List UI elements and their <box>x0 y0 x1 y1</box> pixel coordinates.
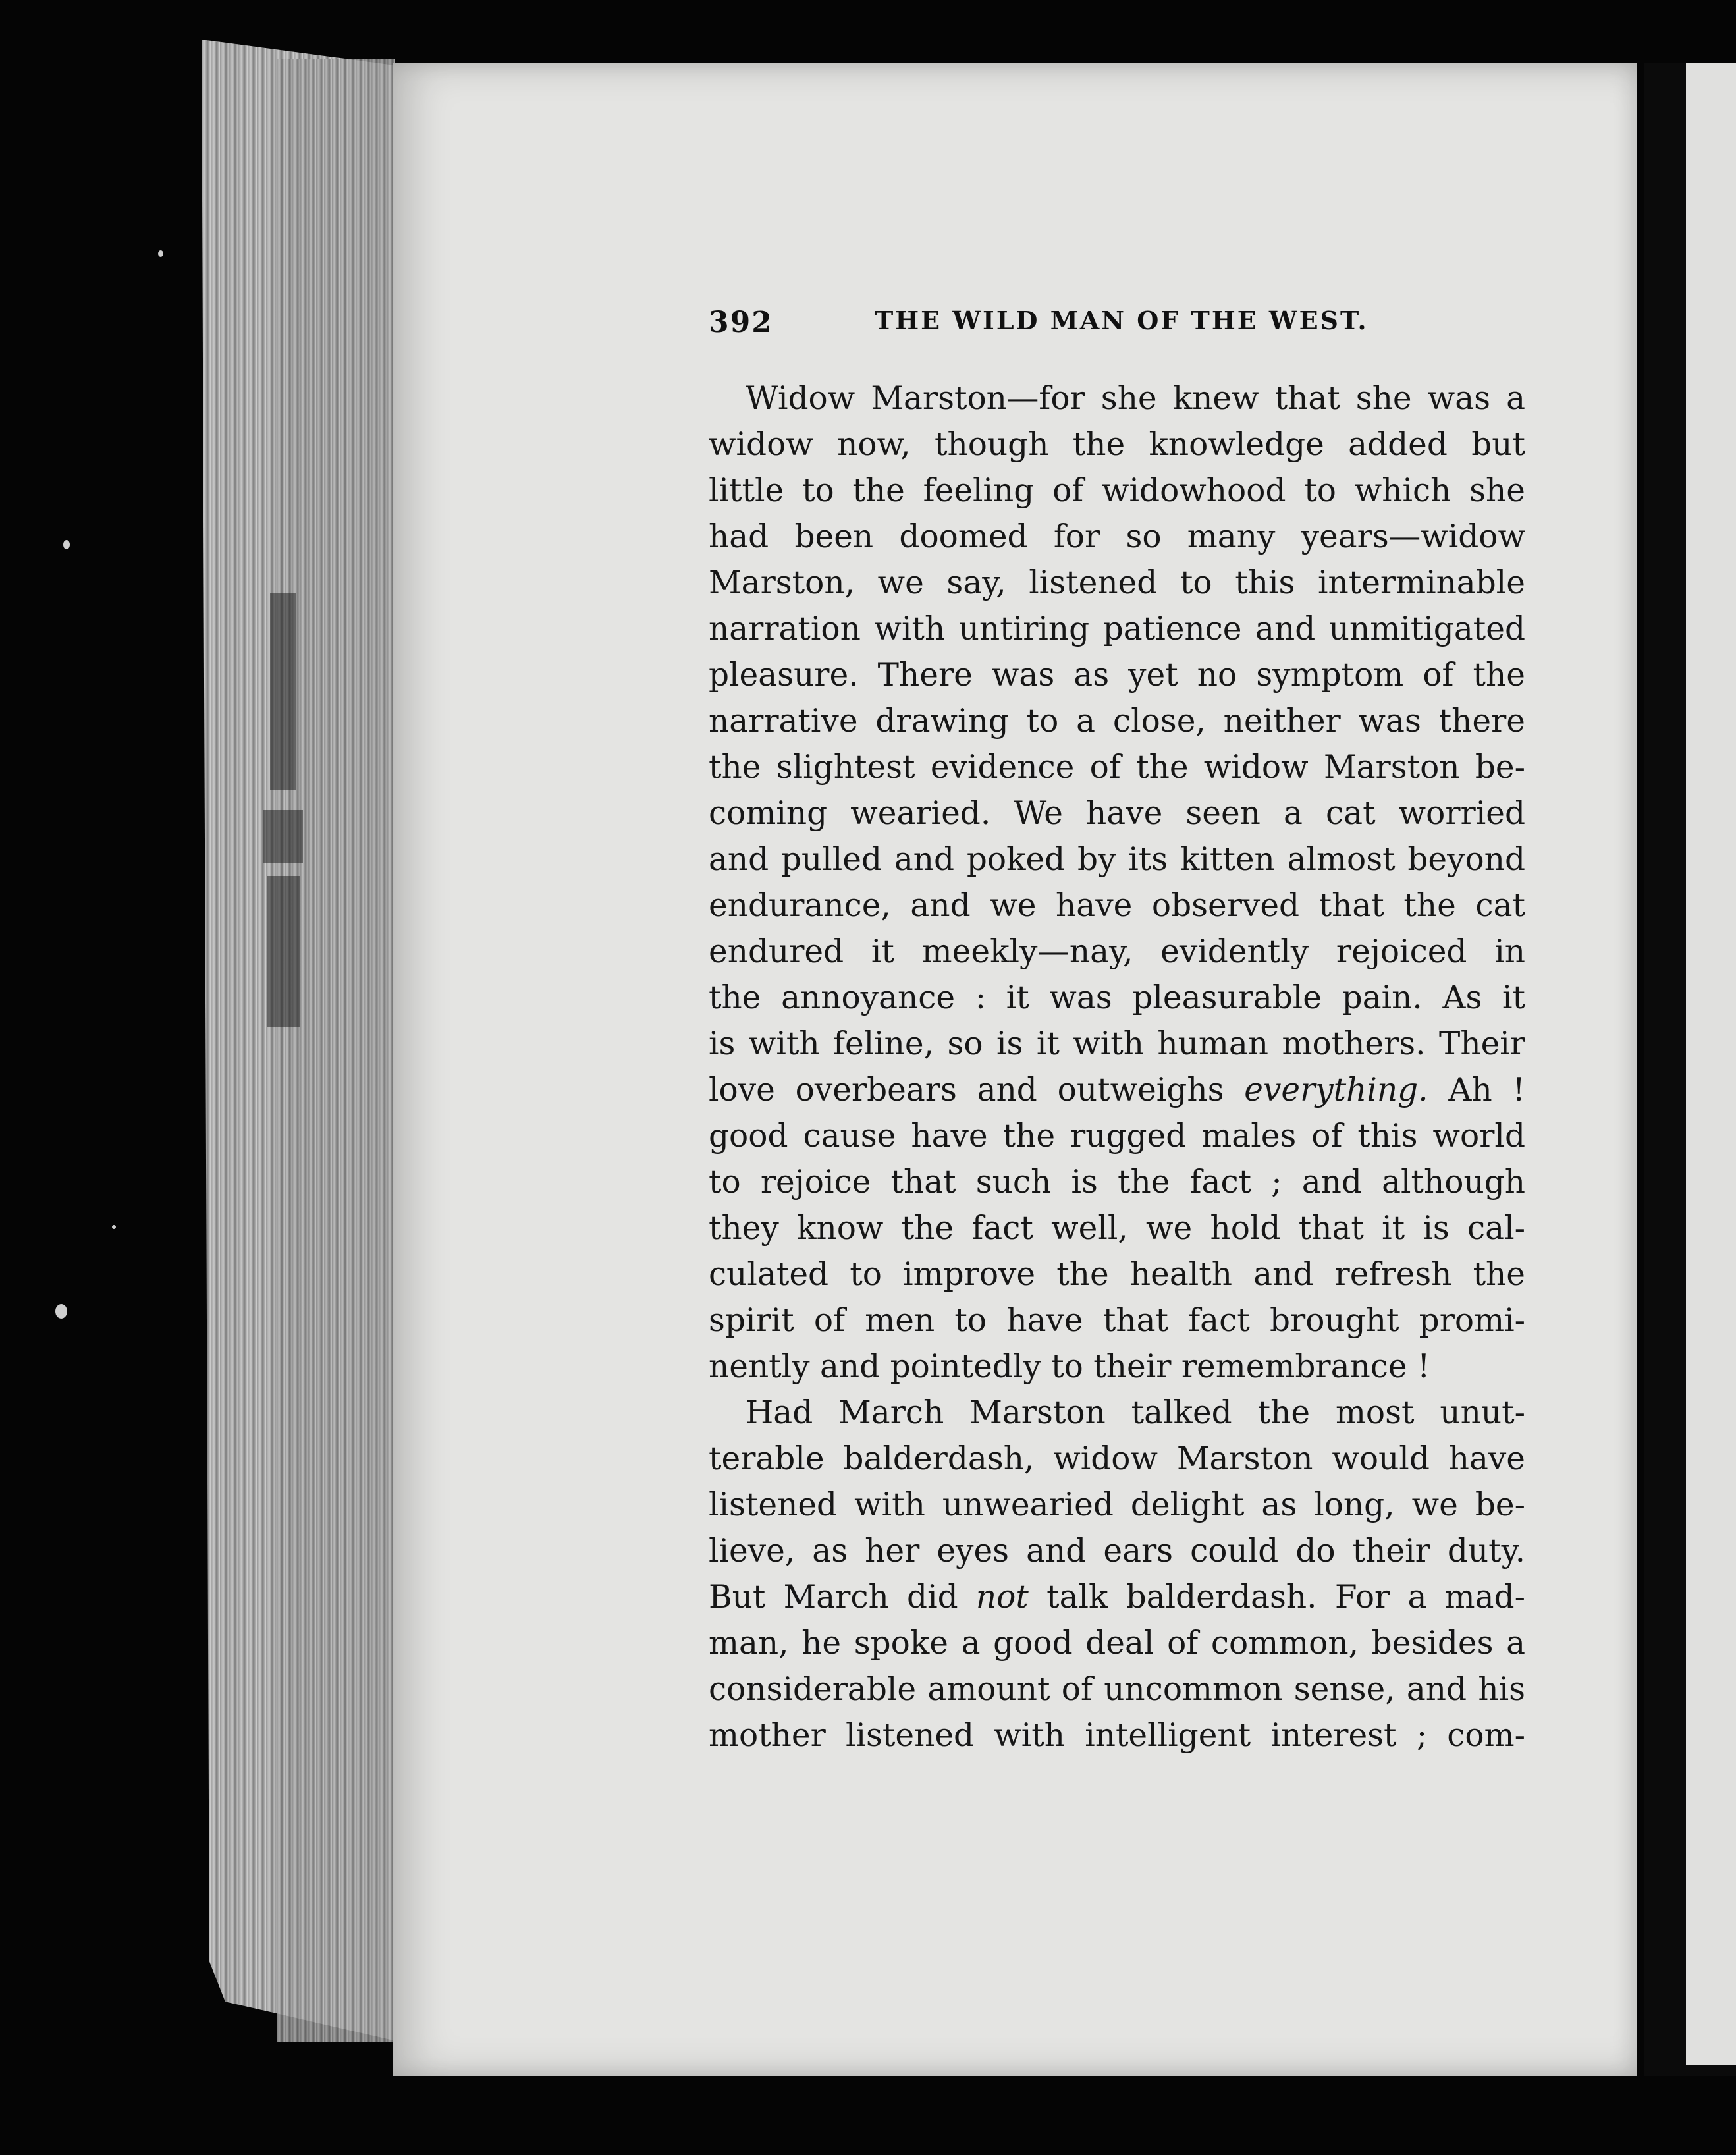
dust-speck <box>158 250 163 257</box>
text-line: coming wearied. We have seen a cat worried <box>709 795 1525 832</box>
facing-page-edge <box>1686 63 1736 2065</box>
text-line: lieve, as her eyes and ears could do their duty. <box>709 1533 1525 1569</box>
text-line: little to the feeling of widowhood to which she <box>709 472 1525 509</box>
body-text <box>709 375 1525 1759</box>
text-line: Marston, we say, listened to this interminable <box>709 564 1525 601</box>
text-line: culated to improve the health and refresh the <box>709 1256 1525 1293</box>
text-line: nently and pointedly to their remembrance ! <box>709 1348 1430 1385</box>
book-page-edges <box>277 59 395 2042</box>
text-line: good cause have the rugged males of this world <box>709 1118 1525 1155</box>
text-line: endurance, and we have observed that the cat <box>709 887 1525 924</box>
text-run: talk balderdash. For a mad- <box>1028 1579 1525 1616</box>
text-line: they know the fact well, we hold that it is cal- <box>709 1210 1525 1247</box>
text-line: mother listened with intelligent interest ; com- <box>709 1717 1525 1754</box>
dust-speck <box>63 540 70 549</box>
text-line: the annoyance : it was pleasurable pain. As it <box>709 979 1525 1016</box>
text-line: endured it meekly—nay, evidently rejoiced in <box>709 933 1525 970</box>
text-run: love overbears and outweighs <box>709 1072 1245 1108</box>
text-line: narrative drawing to a close, neither was there <box>709 703 1525 740</box>
text-line: had been doomed for so many years—widow <box>709 518 1525 555</box>
dust-speck <box>55 1304 67 1319</box>
emphasis-everything: everything. <box>1244 1072 1428 1108</box>
text-line-mixed <box>709 1574 1525 1620</box>
text-line: considerable amount of uncommon sense, and his <box>709 1671 1525 1708</box>
text-line: spirit of men to have that fact brought promi- <box>709 1302 1525 1339</box>
library-stamp <box>237 593 316 1041</box>
text-line: terable balderdash, widow Marston would have <box>709 1440 1525 1477</box>
text-line: narration with untiring patience and unmitigated <box>709 611 1525 647</box>
running-title: THE WILD MAN OF THE WEST. <box>875 306 1369 335</box>
running-head <box>709 306 1367 345</box>
text-line: to rejoice that such is the fact ; and although <box>709 1164 1525 1201</box>
text-run: Ah ! <box>1428 1072 1525 1108</box>
text-line-mixed <box>709 1067 1525 1113</box>
dust-speck <box>112 1225 116 1229</box>
paragraph-1 <box>709 375 1525 1390</box>
text-run: But March did <box>709 1579 976 1616</box>
text-line: and pulled and poked by its kitten almost beyond <box>709 841 1525 878</box>
text-line: Had March Marston talked the most unut- <box>746 1394 1525 1431</box>
text-line: is with feline, so is it with human mothers. Their <box>709 1025 1525 1062</box>
page-number: 392 <box>709 306 773 339</box>
text-line: listened with unwearied delight as long, we be- <box>709 1487 1525 1523</box>
text-line: man, he spoke a good deal of common, besides a <box>709 1625 1525 1662</box>
text-line: the slightest evidence of the widow Marston be- <box>709 749 1525 786</box>
emphasis-not: not <box>975 1579 1029 1616</box>
text-line: widow now, though the knowledge added but <box>709 426 1525 463</box>
text-line: Widow Marston—for she knew that she was a <box>746 380 1525 417</box>
text-line: pleasure. There was as yet no symptom of the <box>709 657 1525 694</box>
paragraph-2 <box>709 1390 1525 1759</box>
